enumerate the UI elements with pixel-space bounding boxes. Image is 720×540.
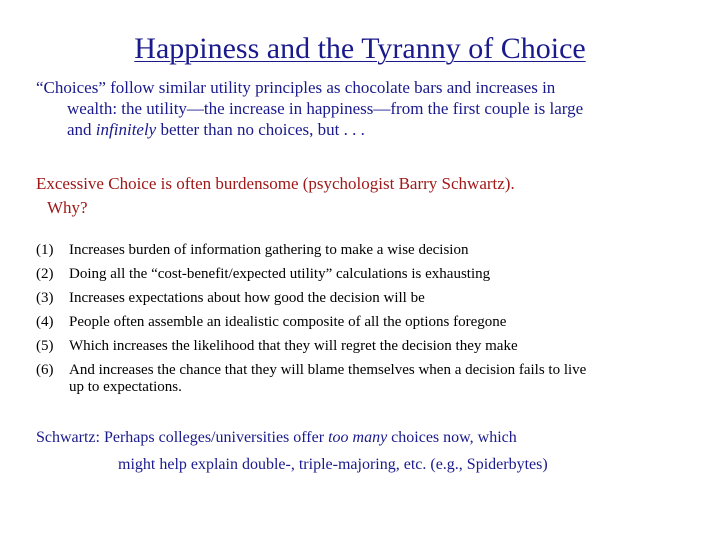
reason-text: Increases expectations about how good the decision will be xyxy=(69,290,425,306)
schwartz-line-1 xyxy=(36,424,706,451)
reason-item-3 xyxy=(36,286,706,310)
intro-line-2: wealth: the utility—the increase in happiness—from the first couple is large xyxy=(67,99,584,118)
schwartz-note xyxy=(36,424,706,478)
intro-line-3-end: better than no choices, but . . . xyxy=(156,120,365,139)
schwartz-line-1-end: choices now, which xyxy=(387,429,517,446)
slide-title: Happiness and the Tyranny of Choice xyxy=(134,32,586,65)
reasons-list xyxy=(36,238,706,396)
intro-line-1: “Choices” follow similar utility principles as chocolate bars and increases in xyxy=(36,78,556,97)
reason-number: (4) xyxy=(36,314,54,330)
reason-text: Which increases the likelihood that they will regret the decision they make xyxy=(69,338,518,354)
intro-emphasis: infinitely xyxy=(95,120,157,139)
reason-item-4 xyxy=(36,310,706,334)
excessive-choice-line: Excessive Choice is often burdensome (psychologist Barry Schwartz). xyxy=(36,174,515,193)
intro-line-3 xyxy=(36,119,696,140)
reason-number: (1) xyxy=(36,242,54,258)
reason-text: Increases burden of information gathering to make a wise decision xyxy=(69,242,469,258)
reason-number: (5) xyxy=(36,338,54,354)
excessive-choice-statement xyxy=(36,172,696,220)
intro-paragraph xyxy=(36,77,696,140)
reason-continuation: up to expectations. xyxy=(69,379,182,395)
reason-text: People often assemble an idealistic composite of all the options foregone xyxy=(69,314,507,330)
reason-number: (6) xyxy=(36,362,54,378)
reason-text: And increases the chance that they will blame themselves when a decision fails to live xyxy=(69,362,587,378)
reason-item-5 xyxy=(36,334,706,358)
reason-item-6 xyxy=(36,358,706,396)
reason-item-2 xyxy=(36,262,706,286)
reason-text: Doing all the “cost-benefit/expected utility” calculations is exhausting xyxy=(69,266,491,282)
why-question: Why? xyxy=(47,198,88,217)
schwartz-line-1-start: Schwartz: Perhaps colleges/universities offer xyxy=(36,429,329,446)
schwartz-emphasis: too many xyxy=(328,429,388,446)
reason-item-1 xyxy=(36,238,706,262)
reason-number: (2) xyxy=(36,266,54,282)
intro-line-3-start: and xyxy=(67,120,96,139)
schwartz-line-2: might help explain double-, triple-majoring, etc. (e.g., Spiderbytes) xyxy=(118,456,548,473)
reason-number: (3) xyxy=(36,290,54,306)
